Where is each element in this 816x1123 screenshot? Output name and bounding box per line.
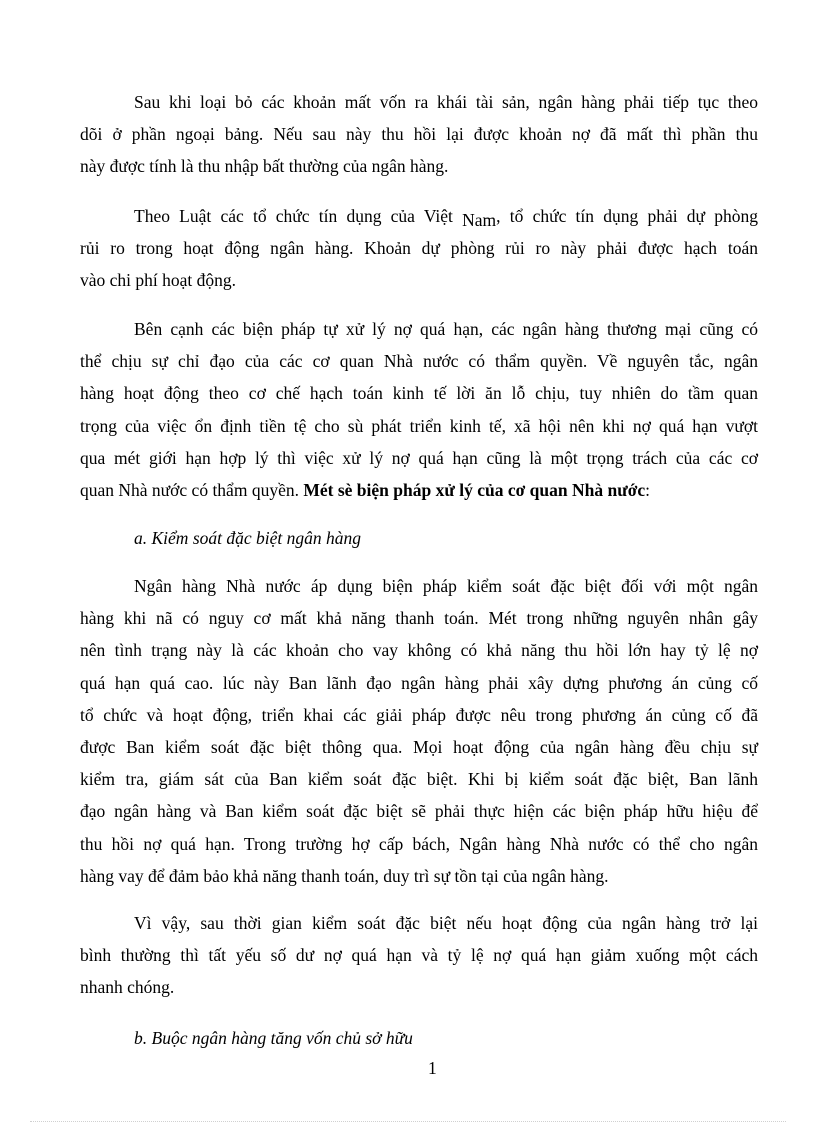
text-line: vào chi phí hoạt động. — [80, 270, 237, 291]
text-span: quan Nhà nước có thẩm quyền. — [80, 480, 304, 501]
text-line: quá hạn quá cao. lúc này Ban lãnh đạo ngân hàng phải xây dựng phương án củng cố — [80, 672, 758, 693]
section-heading-a: a. Kiểm soát đặc biệt ngân hàng — [134, 528, 361, 548]
paragraph-2 — [80, 200, 758, 297]
text-line: bình thường thì tất yếu số dư nợ quá hạn và tỷ lệ nợ quá hạn giảm xuống một cách — [80, 945, 758, 966]
text-span: , tổ chức tín dụng phải dự phòng — [496, 206, 758, 226]
paragraph-3 — [80, 313, 758, 506]
paragraph-1 — [80, 86, 758, 183]
page-bottom-divider — [30, 1121, 786, 1122]
text-line: được Ban kiểm soát đặc biệt thông qua. Mọi hoạt động của ngân hàng đều chịu sự — [80, 737, 758, 758]
text-line: Ngân hàng Nhà nước áp dụng biện pháp kiểm soát đặc biệt đối với một ngân — [134, 576, 758, 596]
text-line: trọng của việc ổn định tiền tệ cho sù phát triển kinh tế, xã hội nên khi nợ quá hạn vượt — [80, 415, 758, 436]
text-line: Sau khi loại bỏ các khoản mất vốn ra khái tài sản, ngân hàng phải tiếp tục theo — [134, 92, 758, 112]
paragraph-4 — [80, 570, 758, 892]
text-span: : — [645, 480, 651, 501]
text-line — [80, 474, 758, 506]
text-line: rủi ro trong hoạt động ngân hàng. Khoản dự phòng rủi ro này phải được hạch toán — [80, 238, 758, 259]
text-span: Theo Luật các tổ chức tín dụng của Việt — [134, 206, 453, 226]
text-line: Bên cạnh các biện pháp tự xử lý nợ quá hạn, các ngân hàng thương mại cũng có — [134, 319, 758, 339]
text-line: nên tình trạng này là các khoản cho vay không có khả năng thu hồi lớn hay tỷ lệ nợ — [80, 640, 758, 661]
text-line: hàng hoạt động theo cơ chế hạch toán kinh tế lời ăn lỗ chịu, tuy nhiên do tầm quan — [80, 383, 758, 404]
text-line — [134, 200, 758, 232]
paragraph-5 — [80, 907, 758, 1004]
text-line: tổ chức và hoạt động, triển khai các giải pháp được nêu trong phương án củng cố đã — [80, 704, 758, 725]
text-line: qua mét giới hạn hợp lý thì việc xử lý nợ quá hạn cũng là một trọng trách của các cơ — [80, 447, 758, 468]
section-heading-b: b. Buộc ngân hàng tăng vốn chủ sở hữu — [134, 1028, 413, 1048]
text-line: thu hồi nợ quá hạn. Trong trường hợ cấp bách, Ngân hàng Nhà nước có thể cho ngân — [80, 833, 758, 854]
bold-text: Mét sè biện pháp xử lý của cơ quan Nhà nước — [303, 480, 646, 501]
text-line: thể chịu sự chỉ đạo của các cơ quan Nhà nước có thẩm quyền. Về nguyên tắc, ngân — [80, 351, 758, 372]
page-number: 1 — [428, 1058, 437, 1078]
text-line: này được tính là thu nhập bất thường của ngân hàng. — [80, 156, 449, 177]
text-line: kiểm tra, giám sát của Ban kiểm soát đặc biệt. Khi bị kiểm soát đặc biệt, Ban lãnh — [80, 769, 758, 790]
text-line: nhanh chóng. — [80, 977, 175, 998]
text-span-place: Nam — [462, 210, 497, 230]
text-line: đạo ngân hàng và Ban kiểm soát đặc biệt sẽ phải thực hiện các biện pháp hữu hiệu để — [80, 801, 758, 822]
text-line: Vì vậy, sau thời gian kiểm soát đặc biệt nếu hoạt động của ngân hàng trở lại — [134, 913, 758, 933]
text-line: dõi ở phần ngoại bảng. Nếu sau này thu hồi lại được khoản nợ đã mất thì phần thu — [80, 124, 758, 145]
text-line: hàng vay để đảm bảo khả năng thanh toán, duy trì sự tồn tại của ngân hàng. — [80, 865, 609, 886]
text-line: hàng khi nã có nguy cơ mất khả năng thanh toán. Mét trong những nguyên nhân gây — [80, 608, 758, 629]
